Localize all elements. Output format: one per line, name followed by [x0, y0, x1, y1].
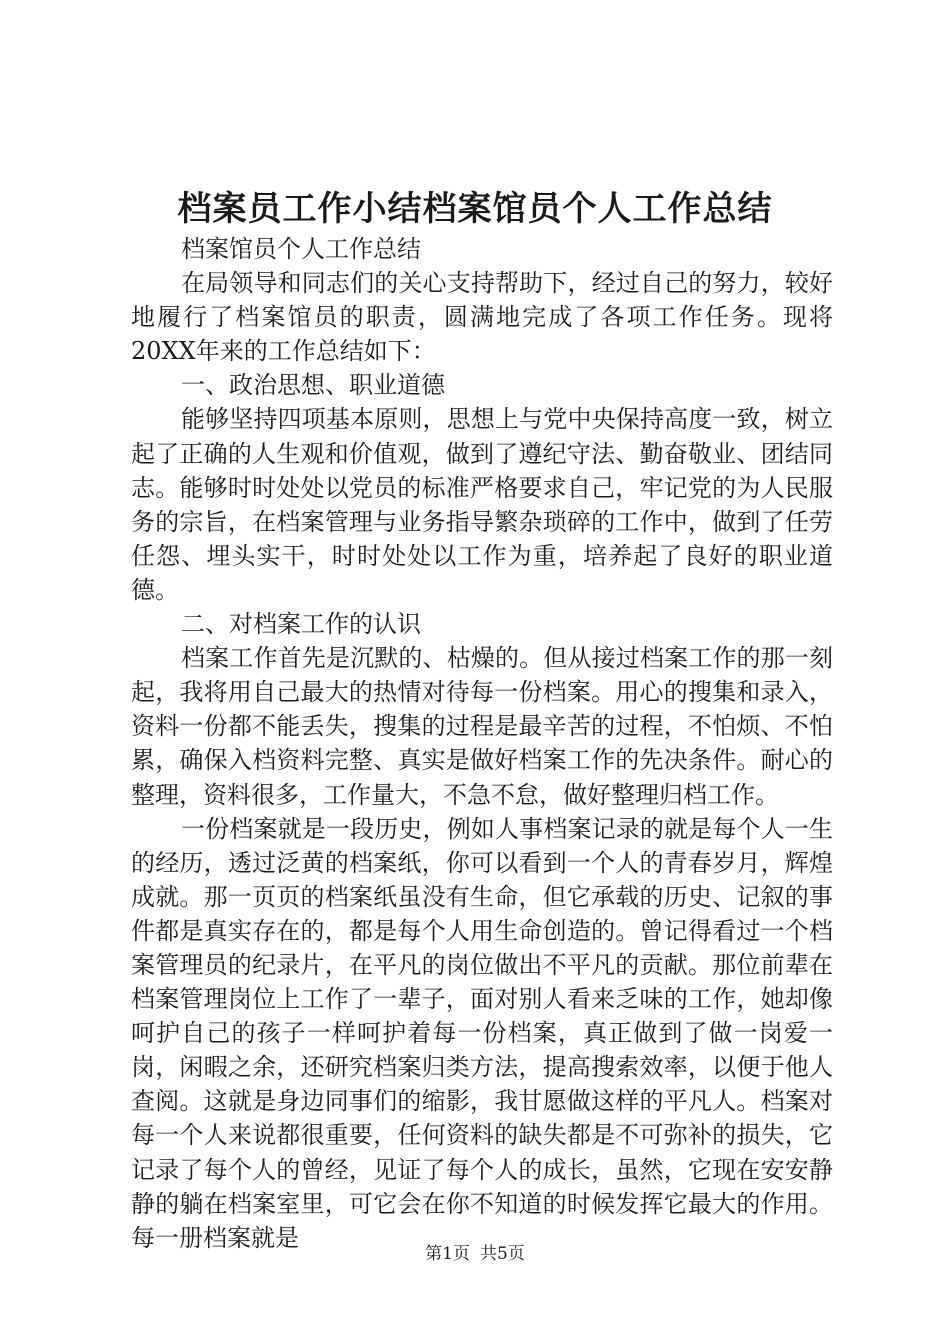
section-heading-2: 二、对档案工作的认识	[181, 610, 421, 639]
body-paragraph: 档案工作首先是沉默的、枯燥的。但从接过档案工作的那一刻起，我将用自己最大的热情对待每一份档案。用心的搜集和录入，资料一份都不能丢失，搜集的过程是最辛苦的过程，不怕烦、不怕累，确保入档资料完整、真实是做好档案工作的先决条件。耐心的整理，资料很多，工作量大，不急不怠，做好整理归档工作。	[131, 644, 833, 809]
page-count: 共5页	[480, 1244, 525, 1264]
subtitle-paragraph: 档案馆员个人工作总结	[181, 235, 421, 263]
intro-paragraph: 在局领导和同志们的关心支持帮助下，经过自己的努力，较好地履行了档案馆员的职责，圆满地完成了各项工作任务。现将20XX年来的工作总结如下：	[131, 269, 833, 366]
document-title: 档案员工作小结档案馆员个人工作总结	[177, 189, 773, 229]
page-footer	[0, 1243, 950, 1265]
section-heading-1: 一、政治思想、职业道德	[181, 371, 445, 400]
body-paragraph: 一份档案就是一段历史，例如人事档案记录的就是每个人一生的经历，透过泛黄的档案纸，你可以看到一个人的青春岁月，辉煌成就。那一页页的档案纸虽没有生命，但它承载的历史、记叙的事件都是真实存在的，都是每个人用生命创造的。曾记得看过一个档案管理员的纪录片，在平凡的岗位做出不平凡的贡献。那位前辈在档案管理岗位上工作了一辈子，面对别人看来乏味的工作，她却像呵护自己的孩子一样呵护着每一份档案，真正做到了做一岗爱一岗，闲暇之余，还研究档案归类方法，提高搜索效率，以便于他人查阅。这就是身边同事们的缩影，我甘愿做这样的平凡人。档案对每一个人来说都很重要，任何资料的缺失都是不可弥补的损失，它记录了每个人的曾经，见证了每个人的成长，虽然，它现在安安静静的躺在档案室里，可它会在你不知道的时候发挥它最大的作用。每一册档案就是	[131, 814, 833, 1252]
page-number: 第1页	[425, 1244, 470, 1264]
body-paragraph: 能够坚持四项基本原则，思想上与党中央保持高度一致，树立起了正确的人生观和价值观，做到了遵纪守法、勤奋敬业、团结同志。能够时时处处以党员的标准严格要求自己，牢记党的为人民服务的宗旨，在档案管理与业务指导繁杂琐碎的工作中，做到了任劳任怨、埋头实干，时时处处以工作为重，培养起了良好的职业道德。	[131, 405, 833, 604]
document-body	[131, 232, 833, 1255]
